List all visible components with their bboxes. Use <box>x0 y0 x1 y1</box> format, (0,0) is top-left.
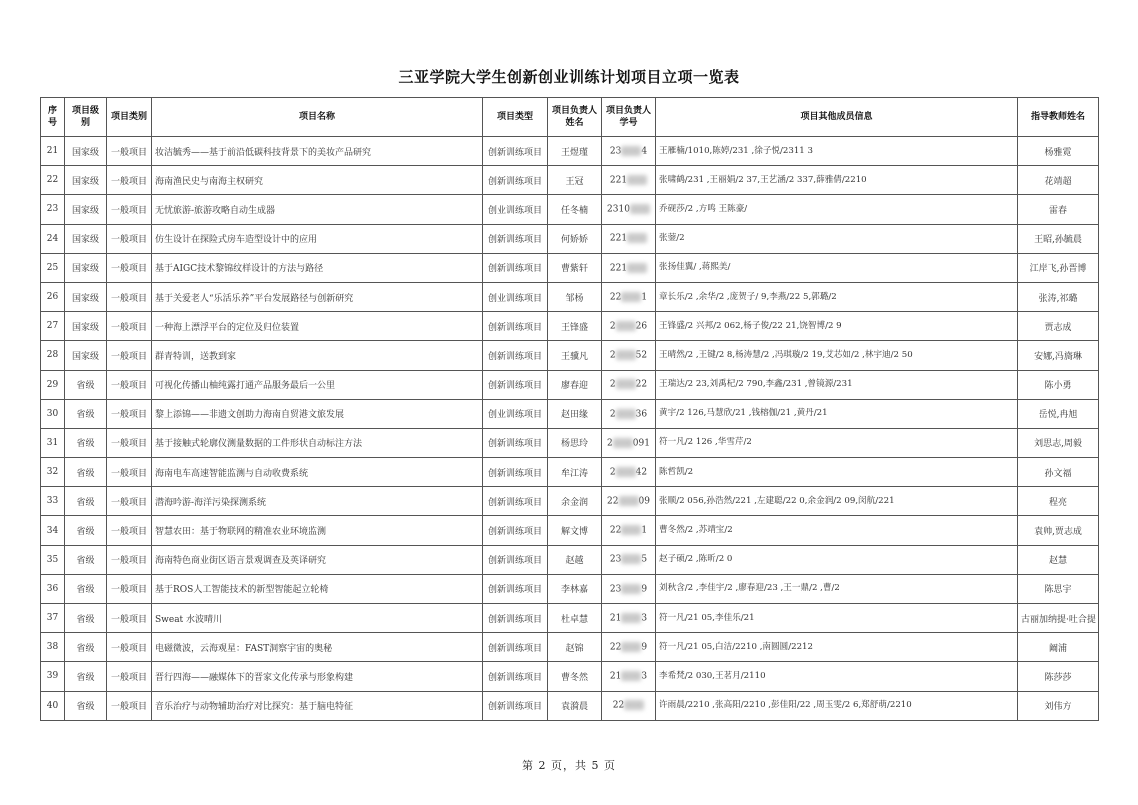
member-info: 许雨晨/2210 ,张高阳/2210 ,彭佳阳/22 ,周玉雯/2 6,郑舒萌/2210 <box>656 691 1018 720</box>
row-number: 26 <box>41 282 65 311</box>
project-type: 创新训练项目 <box>483 487 548 516</box>
table-row <box>41 137 1099 166</box>
advisor-name: 陈小勇 <box>1018 370 1099 399</box>
row-number: 32 <box>41 458 65 487</box>
project-category: 一般项目 <box>107 633 152 662</box>
advisor-name: 古丽加纳提·吐合提 <box>1018 604 1099 633</box>
redaction-blur <box>616 321 636 331</box>
table-header-row <box>41 98 1099 137</box>
member-info: 曹冬然/2 ,苏靖宝/2 <box>656 516 1018 545</box>
project-name: 可视化传播山柚纯露打通产品服务最后一公里 <box>152 370 483 399</box>
leader-name: 杜卓慧 <box>548 604 602 633</box>
leader-id-visible: 221 <box>609 175 628 186</box>
leader-id-tail: 3 <box>641 671 648 682</box>
project-type: 创新训练项目 <box>483 633 548 662</box>
leader-id-visible: 2310 <box>607 204 630 215</box>
advisor-name: 孙文福 <box>1018 458 1099 487</box>
leader-id-tail: 9 <box>641 584 648 595</box>
redaction-blur <box>624 700 644 710</box>
leader-id-tail: 42 <box>635 467 648 478</box>
project-name: Sweat 水波晴川 <box>152 604 483 633</box>
redaction-blur <box>616 409 636 419</box>
advisor-name: 刘伟方 <box>1018 691 1099 720</box>
redaction-blur <box>616 379 636 389</box>
advisor-name: 袁帅,贾志成 <box>1018 516 1099 545</box>
header-cell: 项目类别 <box>107 98 152 137</box>
project-type: 创新训练项目 <box>483 458 548 487</box>
header-cell: 项目其他成员信息 <box>656 98 1018 137</box>
leader-id <box>602 224 656 253</box>
leader-id-visible: 221 <box>609 233 628 244</box>
advisor-name: 陈思宇 <box>1018 574 1099 603</box>
member-info: 陈哲凯/2 <box>656 458 1018 487</box>
table-row <box>41 545 1099 574</box>
project-name: 一种海上漂浮平台的定位及归位装置 <box>152 312 483 341</box>
row-number: 21 <box>41 137 65 166</box>
project-level: 省级 <box>65 633 107 662</box>
project-name: 海南渔民史与南海主权研究 <box>152 166 483 195</box>
leader-id-visible: 23 <box>609 146 622 157</box>
member-info: 符一凡/2 126 ,华雪芹/2 <box>656 428 1018 457</box>
leader-name: 李林嘉 <box>548 574 602 603</box>
row-number: 33 <box>41 487 65 516</box>
table-row <box>41 574 1099 603</box>
leader-id-tail: 26 <box>635 321 648 332</box>
table-row <box>41 282 1099 311</box>
project-level: 省级 <box>65 516 107 545</box>
project-name: 基于AIGC技术黎锦纹样设计的方法与路径 <box>152 253 483 282</box>
project-type: 创新训练项目 <box>483 516 548 545</box>
leader-name: 余金润 <box>548 487 602 516</box>
member-info: 张扬佳翼/ ,蒋熙美/ <box>656 253 1018 282</box>
leader-id <box>602 137 656 166</box>
leader-id-visible: 2 <box>609 350 616 361</box>
leader-name: 赵越 <box>548 545 602 574</box>
leader-name: 何娇娇 <box>548 224 602 253</box>
project-category: 一般项目 <box>107 604 152 633</box>
leader-id-visible: 2 <box>609 379 616 390</box>
leader-id-visible: 2 <box>609 409 616 420</box>
redaction-blur <box>621 642 641 652</box>
project-category: 一般项目 <box>107 370 152 399</box>
header-cell: 项目负责人姓名 <box>548 98 602 137</box>
row-number: 25 <box>41 253 65 282</box>
project-category: 一般项目 <box>107 399 152 428</box>
project-level: 国家级 <box>65 166 107 195</box>
member-info: 张啸鹤/231 ,王丽娟/2 37,王艺涵/2 337,薛雅倩/2210 <box>656 166 1018 195</box>
project-type: 创新训练项目 <box>483 253 548 282</box>
leader-id-visible: 2 <box>607 438 613 449</box>
table-row <box>41 691 1099 720</box>
project-name: 音乐治疗与动物辅助治疗对比探究：基于脑电特征 <box>152 691 483 720</box>
project-type: 创新训练项目 <box>483 428 548 457</box>
advisor-name: 刘思志,周毅 <box>1018 428 1099 457</box>
table-row <box>41 487 1099 516</box>
project-category: 一般项目 <box>107 282 152 311</box>
project-type: 创业训练项目 <box>483 282 548 311</box>
project-category: 一般项目 <box>107 662 152 691</box>
project-name: 群青特训，送教到家 <box>152 341 483 370</box>
table-row <box>41 516 1099 545</box>
leader-id-tail: 09 <box>638 496 650 507</box>
redaction-blur <box>613 438 633 448</box>
leader-id <box>602 253 656 282</box>
leader-id-visible: 221 <box>609 263 628 274</box>
project-type: 创新训练项目 <box>483 312 548 341</box>
project-type: 创业训练项目 <box>483 195 548 224</box>
project-level: 国家级 <box>65 312 107 341</box>
leader-name: 牟江涛 <box>548 458 602 487</box>
project-category: 一般项目 <box>107 458 152 487</box>
member-info: 符一凡/21 05,李佳乐/21 <box>656 604 1018 633</box>
member-info: 刘秋含/2 ,李佳宇/2 ,廖春迎/23 ,王一鼎/2 ,曹/2 <box>656 574 1018 603</box>
row-number: 27 <box>41 312 65 341</box>
advisor-name: 岳悦,冉旭 <box>1018 399 1099 428</box>
advisor-name: 贾志成 <box>1018 312 1099 341</box>
leader-id-visible: 22 <box>609 642 622 653</box>
project-type: 创业训练项目 <box>483 399 548 428</box>
project-type: 创新训练项目 <box>483 137 548 166</box>
redaction-blur <box>621 554 641 564</box>
leader-name: 王骥凡 <box>548 341 602 370</box>
leader-name: 赵锦 <box>548 633 602 662</box>
row-number: 38 <box>41 633 65 662</box>
project-name: 智慧农田：基于物联网的精准农业环境监测 <box>152 516 483 545</box>
leader-name: 解文博 <box>548 516 602 545</box>
project-type: 创新训练项目 <box>483 370 548 399</box>
project-type: 创新训练项目 <box>483 341 548 370</box>
project-category: 一般项目 <box>107 516 152 545</box>
leader-id-tail: 091 <box>632 438 650 449</box>
page-footer: 第 2 页，共 5 页 <box>522 759 616 772</box>
project-level: 省级 <box>65 545 107 574</box>
leader-id <box>602 195 656 224</box>
project-name: 潜海吟游-海洋污染探测系统 <box>152 487 483 516</box>
leader-name: 廖春迎 <box>548 370 602 399</box>
advisor-name: 杨雅霓 <box>1018 137 1099 166</box>
leader-id-tail: 22 <box>635 379 648 390</box>
project-name: 黎上添锦——非遗文创助力海南自贸港文旅发展 <box>152 399 483 428</box>
leader-id-visible: 22 <box>609 292 622 303</box>
leader-name: 邹杨 <box>548 282 602 311</box>
table-row <box>41 312 1099 341</box>
redaction-blur <box>627 263 647 273</box>
leader-id-visible: 2 <box>609 467 616 478</box>
member-info: 黄宇/2 126,马慧欣/21 ,钱榕伽/21 ,黄丹/21 <box>656 399 1018 428</box>
advisor-name: 程亮 <box>1018 487 1099 516</box>
redaction-blur <box>621 292 641 302</box>
member-info: 张顺/2 056,孙浩然/221 ,左建聪/22 0,余金润/2 09,闵航/221 <box>656 487 1018 516</box>
header-cell: 项目负责人学号 <box>602 98 656 137</box>
leader-id <box>602 574 656 603</box>
table-row <box>41 604 1099 633</box>
member-info: 章长乐/2 ,余华/2 ,庞贺子/ 9,李燕/22 5,郭璐/2 <box>656 282 1018 311</box>
advisor-name: 安娜,冯旖琳 <box>1018 341 1099 370</box>
leader-id-tail: 9 <box>641 642 648 653</box>
project-type: 创新训练项目 <box>483 224 548 253</box>
leader-id <box>602 487 656 516</box>
table-row <box>41 341 1099 370</box>
leader-name: 王锋盛 <box>548 312 602 341</box>
table-row <box>41 633 1099 662</box>
project-category: 一般项目 <box>107 545 152 574</box>
member-info: 符一凡/21 05,白洁/2210 ,南圆圆/2212 <box>656 633 1018 662</box>
row-number: 35 <box>41 545 65 574</box>
leader-id-visible: 22 <box>607 496 619 507</box>
member-info: 乔砚莎/2 ,方鸣 王陈豪/ <box>656 195 1018 224</box>
project-level: 国家级 <box>65 137 107 166</box>
leader-id-visible: 22 <box>612 700 625 711</box>
redaction-blur <box>630 204 650 214</box>
redaction-blur <box>619 496 639 506</box>
advisor-name: 江岸飞,孙晋博 <box>1018 253 1099 282</box>
redaction-blur <box>621 525 641 535</box>
table-row <box>41 253 1099 282</box>
project-type: 创新训练项目 <box>483 166 548 195</box>
row-number: 31 <box>41 428 65 457</box>
project-name: 海南电车高速智能监测与自动收费系统 <box>152 458 483 487</box>
redaction-blur <box>616 350 636 360</box>
header-cell: 项目级别 <box>65 98 107 137</box>
project-name: 基于接触式轮廓仪测量数据的工件形状自动标注方法 <box>152 428 483 457</box>
project-level: 国家级 <box>65 253 107 282</box>
leader-id-visible: 23 <box>609 584 622 595</box>
redaction-blur <box>621 613 641 623</box>
project-level: 省级 <box>65 428 107 457</box>
leader-id-tail: 4 <box>641 146 648 157</box>
table-row <box>41 662 1099 691</box>
row-number: 34 <box>41 516 65 545</box>
project-category: 一般项目 <box>107 428 152 457</box>
member-info: 王雁楠/1010,陈婷/231 ,徐子悦/2311 3 <box>656 137 1018 166</box>
row-number: 30 <box>41 399 65 428</box>
leader-id <box>602 691 656 720</box>
project-type: 创新训练项目 <box>483 691 548 720</box>
table-row <box>41 458 1099 487</box>
leader-id-tail: 36 <box>635 409 648 420</box>
leader-name: 袁漪晨 <box>548 691 602 720</box>
leader-id-tail: 3 <box>641 613 648 624</box>
advisor-name: 赵慧 <box>1018 545 1099 574</box>
leader-id <box>602 604 656 633</box>
project-category: 一般项目 <box>107 312 152 341</box>
table-row <box>41 428 1099 457</box>
leader-name: 杨思玲 <box>548 428 602 457</box>
project-name: 妆洁毓秀——基于前沿低碳科技背景下的美妆产品研究 <box>152 137 483 166</box>
project-type: 创新训练项目 <box>483 545 548 574</box>
project-level: 省级 <box>65 604 107 633</box>
leader-id-visible: 23 <box>609 554 622 565</box>
table-row <box>41 166 1099 195</box>
header-cell: 项目类型 <box>483 98 548 137</box>
redaction-blur <box>627 175 647 185</box>
leader-id <box>602 633 656 662</box>
leader-id-visible: 2 <box>609 321 616 332</box>
project-table <box>40 97 1099 721</box>
advisor-name: 张涛,祁璐 <box>1018 282 1099 311</box>
project-category: 一般项目 <box>107 166 152 195</box>
row-number: 39 <box>41 662 65 691</box>
page-title: 三亚学院大学生创新创业训练计划项目立项一览表 <box>398 68 740 86</box>
leader-id <box>602 428 656 457</box>
project-name: 仿生设计在探险式房车造型设计中的应用 <box>152 224 483 253</box>
leader-id-visible: 22 <box>609 525 622 536</box>
advisor-name: 陈莎莎 <box>1018 662 1099 691</box>
table-row <box>41 399 1099 428</box>
leader-id-tail: 52 <box>635 350 648 361</box>
advisor-name: 王昭,孙毓晨 <box>1018 224 1099 253</box>
leader-name: 曹紫轩 <box>548 253 602 282</box>
leader-name: 赵田缘 <box>548 399 602 428</box>
project-level: 国家级 <box>65 282 107 311</box>
member-info: 王锋盛/2 兴邦/2 062,杨子俊/22 21,饶智博/2 9 <box>656 312 1018 341</box>
project-level: 省级 <box>65 487 107 516</box>
leader-id <box>602 341 656 370</box>
project-name: 基于关爱老人“乐活乐养”平台发展路径与创新研究 <box>152 282 483 311</box>
row-number: 40 <box>41 691 65 720</box>
project-category: 一般项目 <box>107 341 152 370</box>
leader-id <box>602 662 656 691</box>
leader-id-visible: 21 <box>609 613 622 624</box>
project-name: 无忧旅游-旅游攻略自动生成器 <box>152 195 483 224</box>
project-type: 创新训练项目 <box>483 662 548 691</box>
leader-id-tail: 1 <box>641 525 648 536</box>
table-row <box>41 195 1099 224</box>
leader-id <box>602 545 656 574</box>
redaction-blur <box>616 467 636 477</box>
row-number: 28 <box>41 341 65 370</box>
leader-id <box>602 458 656 487</box>
project-level: 省级 <box>65 662 107 691</box>
project-category: 一般项目 <box>107 691 152 720</box>
leader-name: 曹冬然 <box>548 662 602 691</box>
redaction-blur <box>627 233 647 243</box>
row-number: 22 <box>41 166 65 195</box>
member-info: 李希梵/2 030,王茗月/2110 <box>656 662 1018 691</box>
leader-id-visible: 21 <box>609 671 622 682</box>
project-level: 省级 <box>65 458 107 487</box>
leader-name: 任冬楠 <box>548 195 602 224</box>
row-number: 37 <box>41 604 65 633</box>
project-type: 创新训练项目 <box>483 574 548 603</box>
header-cell: 序号 <box>41 98 65 137</box>
leader-name: 王煜瑾 <box>548 137 602 166</box>
row-number: 23 <box>41 195 65 224</box>
leader-id <box>602 370 656 399</box>
project-level: 省级 <box>65 574 107 603</box>
header-cell: 指导教师姓名 <box>1018 98 1099 137</box>
project-level: 国家级 <box>65 195 107 224</box>
project-category: 一般项目 <box>107 137 152 166</box>
project-category: 一般项目 <box>107 224 152 253</box>
project-level: 省级 <box>65 691 107 720</box>
leader-id <box>602 399 656 428</box>
member-info: 张蓥/2 <box>656 224 1018 253</box>
member-info: 王瑞达/2 23,刘禹杞/2 790,李鑫/231 ,曾镜源/231 <box>656 370 1018 399</box>
project-name: 电磁微波，云海观星：FAST洞察宇宙的奥秘 <box>152 633 483 662</box>
table-row <box>41 370 1099 399</box>
project-level: 省级 <box>65 399 107 428</box>
leader-id-tail: 1 <box>641 292 648 303</box>
row-number: 36 <box>41 574 65 603</box>
leader-id <box>602 312 656 341</box>
row-number: 29 <box>41 370 65 399</box>
project-category: 一般项目 <box>107 195 152 224</box>
leader-id <box>602 166 656 195</box>
advisor-name: 雷春 <box>1018 195 1099 224</box>
project-level: 省级 <box>65 370 107 399</box>
project-name: 海南特色商业街区语言景观调查及英译研究 <box>152 545 483 574</box>
project-type: 创新训练项目 <box>483 604 548 633</box>
project-category: 一般项目 <box>107 574 152 603</box>
header-cell: 项目名称 <box>152 98 483 137</box>
project-level: 国家级 <box>65 341 107 370</box>
project-name: 晋行四海——融媒体下的晋家文化传承与形象构建 <box>152 662 483 691</box>
row-number: 24 <box>41 224 65 253</box>
advisor-name: 花靖超 <box>1018 166 1099 195</box>
member-info: 王晴然/2 ,王键/2 8,杨涛慧/2 ,冯琪璇/2 19,艾芯如/2 ,林宇迪/2 50 <box>656 341 1018 370</box>
project-name: 基于ROS人工智能技术的新型智能起立轮椅 <box>152 574 483 603</box>
project-category: 一般项目 <box>107 487 152 516</box>
leader-id <box>602 516 656 545</box>
leader-id-tail: 5 <box>641 554 648 565</box>
member-info: 赵子硕/2 ,陈昕/2 0 <box>656 545 1018 574</box>
redaction-blur <box>621 146 641 156</box>
table-row <box>41 224 1099 253</box>
table-body <box>41 137 1099 721</box>
leader-id <box>602 282 656 311</box>
redaction-blur <box>621 671 641 681</box>
project-category: 一般项目 <box>107 253 152 282</box>
project-level: 国家级 <box>65 224 107 253</box>
leader-name: 王冠 <box>548 166 602 195</box>
advisor-name: 阚浦 <box>1018 633 1099 662</box>
redaction-blur <box>621 584 641 594</box>
